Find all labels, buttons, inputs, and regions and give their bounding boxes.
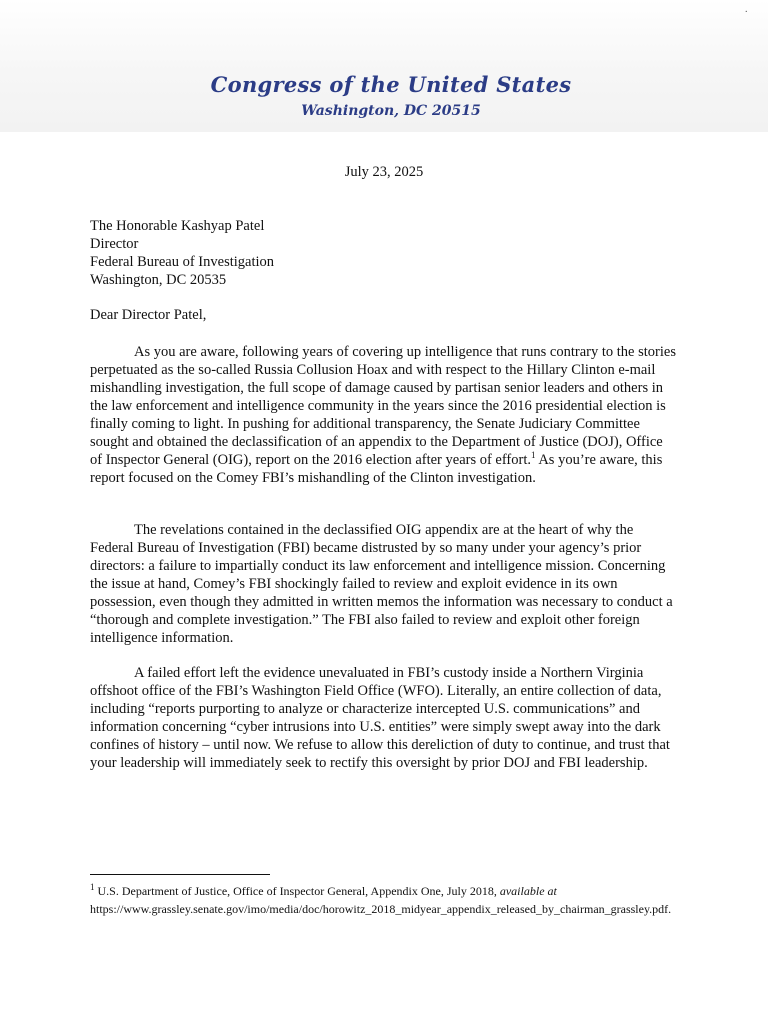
letterhead: [0, 0, 768, 132]
footnote-mark: 1: [90, 882, 95, 892]
body-paragraph-1: [90, 343, 678, 487]
salutation: Dear Director Patel,: [90, 307, 207, 323]
footnote-reference: 1: [531, 450, 536, 461]
letter-date: July 23, 2025: [344, 164, 424, 180]
body-paragraph-3: A failed effort left the evidence unevaluated in FBI’s custody inside a Northern Virginia offshoot office of the FBI’s Washington Field Office (WFO). Literally, an entire collection of data, including “reports purporting to analyze or characterize intercepted U.S. communications” and information concerning “cyber intrusions into U.S. entities” were simply swept away into the dark confines of history – until now. We refuse to allow this dereliction of duty to continue, and trust that your leadership will immediately seek to rectify this oversight by prior DOJ and FBI leadership.: [90, 665, 670, 771]
recipient-city: Washington, DC 20535: [90, 272, 227, 288]
footnote-emphasis: available at: [499, 884, 557, 898]
letterhead-title: Congress of the United States: [210, 72, 572, 97]
recipient-title: Director: [90, 236, 139, 252]
corner-mark: .: [745, 4, 748, 15]
recipient-agency: Federal Bureau of Investigation: [90, 254, 275, 270]
footnote-url[interactable]: https://www.grassley.senate.gov/imo/media/doc/horowitz_2018_midyear_appendix_released_by_chairman_grassley.pdf.: [90, 902, 672, 916]
letterhead-address: Washington, DC 20515: [301, 103, 481, 119]
body-paragraph-2: The revelations contained in the declassified OIG appendix are at the heart of why the Federal Bureau of Investigation (FBI) became distrusted by so many under your agency’s prior directors: a failure to impartially conduct its law enforcement and intelligence mission. Concerning the issue at hand, Comey’s FBI shockingly failed to review and exploit evidence in its own possession, even though they admitted in written memos the information was necessary to conduct a “thorough and complete investigation.” The FBI also failed to review and exploit other foreign intelligence information.: [90, 522, 673, 646]
footnote-divider: [90, 874, 270, 875]
footnote: [90, 882, 682, 918]
recipient-name: The Honorable Kashyap Patel: [90, 218, 265, 234]
footnote-text: U.S. Department of Justice, Office of Inspector General, Appendix One, July 2018,: [94, 884, 500, 898]
paragraph-1-tail: As you’re aware, this report focused on the Comey FBI’s mishandling of the Clinton investigation.: [90, 452, 663, 486]
recipient-address: [90, 217, 274, 289]
paragraph-1-main: As you are aware, following years of covering up intelligence that runs contrary to the stories perpetuated as the so-called Russia Collusion Hoax and with respect to the Hillary Clinton e-mail mishandling investigation, the full scope of damage caused by partisan senior leaders and others in the law enforcement and intelligence community in the years since the 2016 presidential election is finally coming to light. In pushing for additional transparency, the Senate Judiciary Committee sought and obtained the declassification of an appendix to the Department of Justice (DOJ), Office of Inspector General (OIG), report on the 2016 election after years of effort.: [90, 344, 676, 468]
